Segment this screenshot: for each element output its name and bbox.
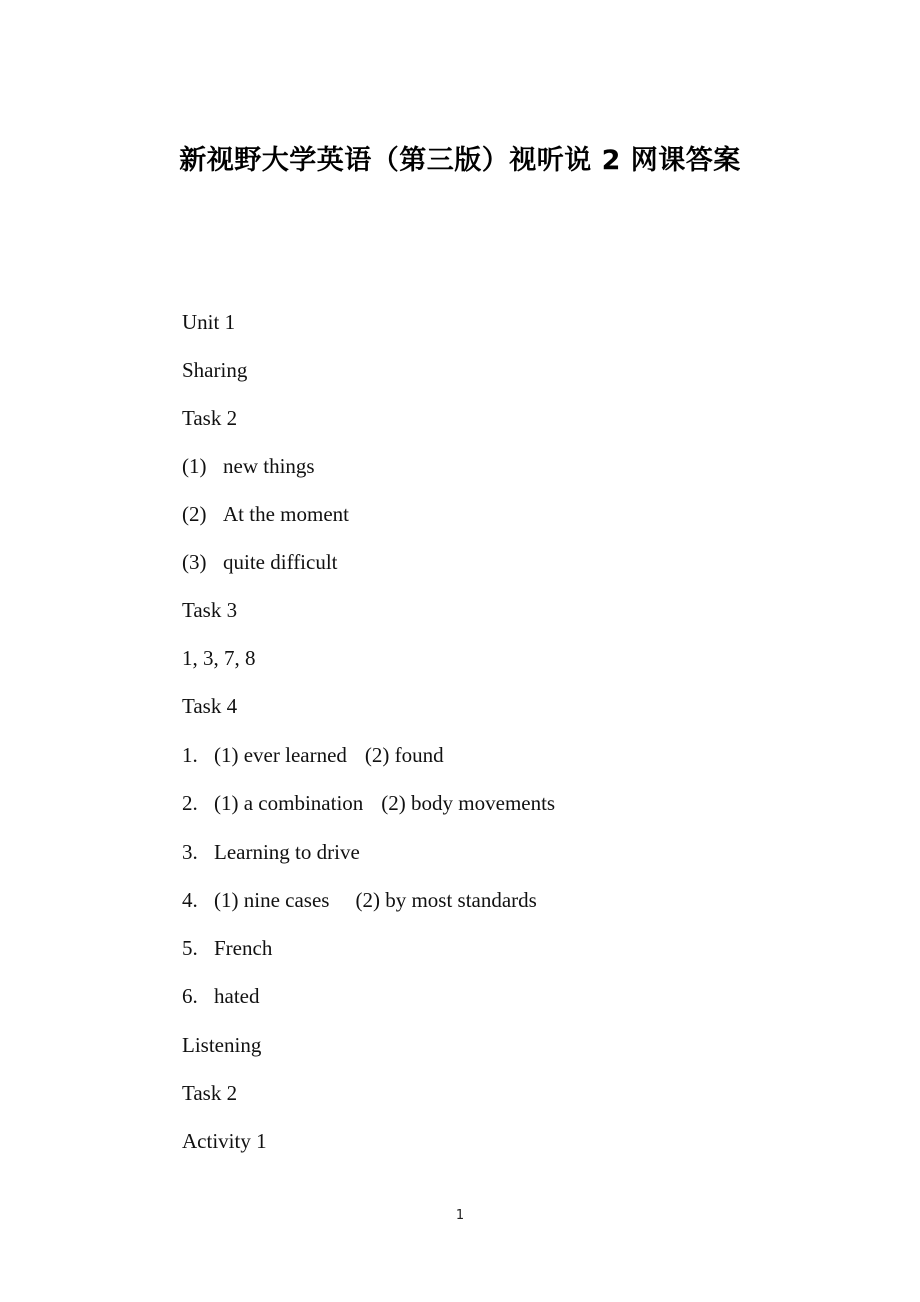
task3-heading: Task 3	[182, 598, 238, 622]
listening-task-heading: Task 2	[182, 1081, 238, 1105]
answer-part-b: (2) body movements	[381, 791, 556, 815]
document-title: 新视野大学英语（第三版）视听说 2 网课答案	[179, 145, 741, 176]
answer-line	[182, 454, 315, 478]
answer-number: 4.	[182, 888, 198, 912]
answer-part-b: (2) by most standards	[355, 888, 537, 912]
answer-line	[182, 888, 537, 912]
answer-line	[182, 984, 259, 1008]
answer-number: 2.	[182, 791, 198, 815]
answer-number: 3.	[182, 840, 198, 864]
answer-text: At the moment	[223, 502, 349, 526]
answer-part-a: (1) ever learned	[214, 743, 347, 767]
task4-heading: Task 4	[182, 694, 238, 718]
answer-line	[182, 936, 272, 960]
section-listening: Listening	[182, 1033, 262, 1057]
section-sharing: Sharing	[182, 358, 248, 382]
answer-part-a: French	[214, 936, 273, 960]
answer-text: new things	[223, 454, 315, 478]
answer-line	[182, 502, 349, 526]
answer-number: (2)	[182, 502, 207, 526]
answer-part-a: Learning to drive	[214, 840, 360, 864]
answer-line	[182, 550, 338, 574]
answer-number: (3)	[182, 550, 207, 574]
page-number: 1	[455, 1208, 465, 1223]
answer-number: (1)	[182, 454, 207, 478]
unit-heading: Unit 1	[182, 310, 236, 334]
answer-part-a: hated	[214, 984, 260, 1008]
answer-line	[182, 791, 555, 815]
answer-line	[182, 743, 444, 767]
activity-heading: Activity 1	[182, 1129, 267, 1153]
task3-answer: 1, 3, 7, 8	[182, 646, 256, 670]
answer-number: 1.	[182, 743, 198, 767]
answer-part-a: (1) nine cases	[214, 888, 330, 912]
answer-number: 6.	[182, 984, 198, 1008]
task2-heading: Task 2	[182, 406, 238, 430]
answer-line	[182, 840, 360, 864]
answer-part-a: (1) a combination	[214, 791, 364, 815]
answer-number: 5.	[182, 936, 198, 960]
answer-text: quite difficult	[223, 550, 338, 574]
answer-part-b: (2) found	[364, 743, 444, 767]
